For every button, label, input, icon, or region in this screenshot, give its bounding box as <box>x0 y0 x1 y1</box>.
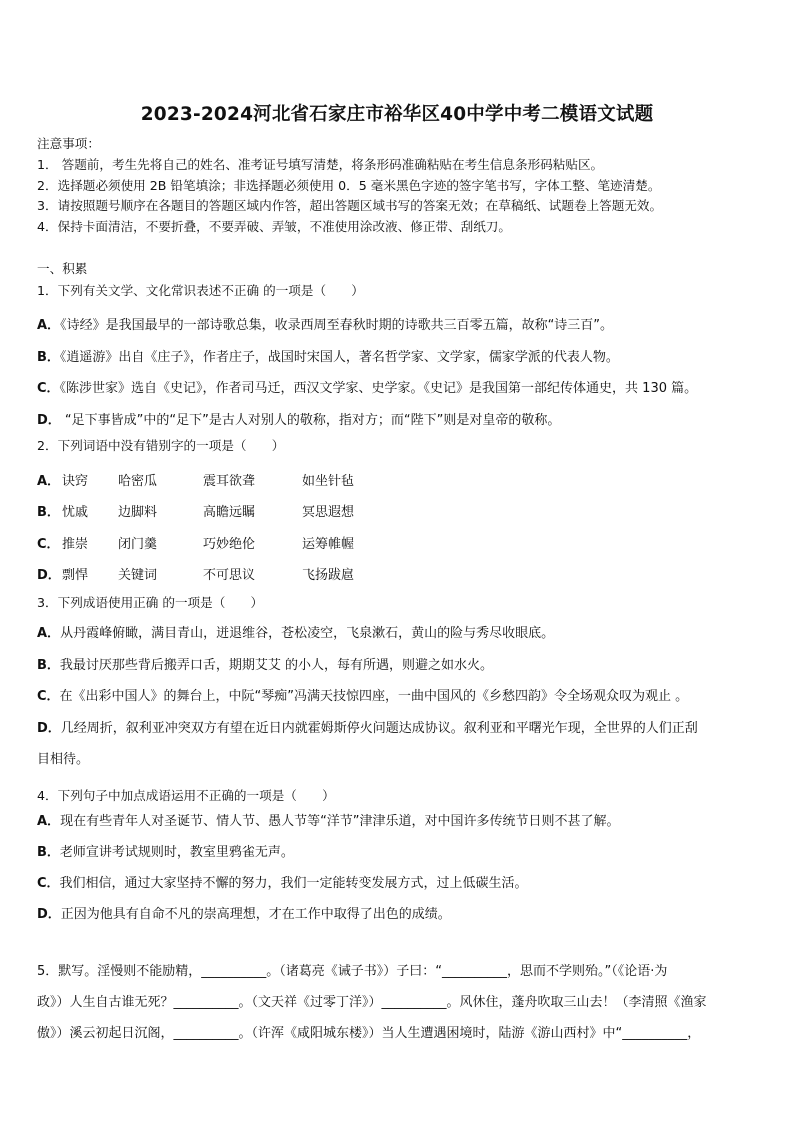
option-text: 正因为他具有自命不凡的崇高理想，才在工作中取得了出色的成绩。 <box>60 907 451 922</box>
question-4-option-d <box>37 907 451 923</box>
option-letter: B． <box>37 350 60 365</box>
word: 运筹帷幄 <box>302 537 355 552</box>
option-letter: D． <box>37 568 61 583</box>
option-letter: A． <box>37 626 61 641</box>
notice-heading: 注意事项： <box>37 136 100 151</box>
question-1-option-b <box>37 350 619 366</box>
question-3-option-c <box>37 689 688 705</box>
word: 高瞻远瞩 <box>203 505 256 520</box>
option-letter: A． <box>37 814 61 829</box>
question-1-option-a <box>37 318 613 334</box>
option-text: 《逍遥游》出自《庄子》，作者庄子，战国时宋国人，著名哲学家、文学家，儒家学派的代表人物。 <box>59 350 619 365</box>
option-letter: B． <box>37 658 60 673</box>
option-letter: C． <box>37 689 60 704</box>
option-letter: C． <box>37 537 60 552</box>
word: 忧戚 <box>62 505 89 520</box>
option-letter: A． <box>37 474 61 489</box>
option-letter: C． <box>37 381 60 396</box>
option-text: 《陈涉世家》选自《史记》，作者司马迁，西汉文学家、史学家。《史记》是我国第一部纪传体通史，共 130 篇。 <box>59 381 698 396</box>
option-text: 老师宣讲考试规则时，教室里鸦雀无声。 <box>59 845 294 860</box>
notice-item-3: 3．请按照题号顺序在各题目的答题区域内作答，超出答题区域书写的答案无效；在草稿纸、试题卷上答题无效。 <box>37 198 663 213</box>
section-heading: 一、积累 <box>37 261 88 276</box>
word: 剽悍 <box>62 568 89 583</box>
option-text: 现在有些青年人对圣诞节、情人节、愚人节等“洋节”津津乐道，对中国许多传统节日则不甚了解。 <box>60 814 620 829</box>
option-text: 我最讨厌那些背后搬弄口舌，期期艾艾 的小人，每有所遇，则避之如水火。 <box>59 658 494 673</box>
word: 不可思议 <box>203 568 256 583</box>
notice-item-2: 2．选择题必须使用 2B 铅笔填涂；非选择题必须使用 0．5 毫米黑色字迹的签字笔书写，字体工整、笔迹清楚。 <box>37 178 661 193</box>
question-5-line-1: 5．默写。淫慢则不能励精，__________。（诸葛亮《诫子书》）子曰：“__________，思而不学则殆。”（《论语·为 <box>37 964 668 979</box>
question-3-option-a <box>37 626 554 642</box>
question-3-stem: 3．下列成语使用正确 的一项是（ ） <box>37 595 264 610</box>
option-text: 从丹霞峰俯瞰，满目青山，迸退维谷，苍松凌空，飞泉漱石，黄山的险与秀尽收眼底。 <box>60 626 555 641</box>
word: 边脚料 <box>118 505 158 520</box>
option-letter: B． <box>37 845 60 860</box>
question-2-row-d <box>37 568 61 584</box>
option-letter: D． <box>37 907 61 922</box>
question-5-line-2: 政》）人生自古谁无死？__________。（文天祥《过零丁洋》）__________。风休住，蓬舟吹取三山去！（李清照《渔家 <box>37 995 707 1010</box>
question-3-option-d-continued: 目相待。 <box>37 752 90 767</box>
page-title: 2023-2024河北省石家庄市裕华区40中学中考二模语文试题 <box>140 104 654 125</box>
question-2-row-c <box>37 537 60 553</box>
question-4-option-a <box>37 814 620 830</box>
question-4-stem: 4．下列句子中加点成语运用不正确的一项是（ ） <box>37 788 335 803</box>
question-4-option-c <box>37 876 528 892</box>
word: 关键词 <box>118 568 158 583</box>
word: 飞扬跋扈 <box>302 568 355 583</box>
option-letter: C． <box>37 876 60 891</box>
option-letter: D． <box>37 721 61 736</box>
option-text: 几经周折，叙利亚冲突双方有望在近日内就霍姆斯停火问题达成协议。叙利亚和平曙光乍现，全世界的人们正刮 <box>60 721 698 736</box>
question-2-row-b <box>37 505 60 521</box>
question-3-option-d <box>37 721 698 737</box>
option-text: 我们相信，通过大家坚持不懈的努力，我们一定能转变发展方式，过上低碳生活。 <box>59 876 528 891</box>
question-2-row-a <box>37 474 60 490</box>
word: 闭门羹 <box>118 537 158 552</box>
question-1-option-d <box>37 413 560 429</box>
word: 巧妙绝伦 <box>203 537 256 552</box>
word: 冥思遐想 <box>302 505 355 520</box>
question-3-option-b <box>37 658 493 674</box>
question-1-stem: 1．下列有关文学、文化常识表述不正确 的一项是（ ） <box>37 283 364 298</box>
option-text: 在《出彩中国人》的舞台上，中阮“琴痴”冯满天技惊四座，一曲中国风的《乡愁四韵》令全场观众叹为观止 。 <box>59 689 689 704</box>
question-4-option-b <box>37 845 294 861</box>
option-text: 《诗经》是我国最早的一部诗歌总集，收录西周至春秋时期的诗歌共三百零五篇，故称“诗三百”。 <box>60 318 614 333</box>
question-2-stem: 2．下列词语中没有错别字的一项是（ ） <box>37 438 285 453</box>
question-5-line-3: 傲》）溪云初起日沉阁，__________。（许浑《咸阳城东楼》）当人生遭遇困境时，陆游《游山西村》中“__________， <box>37 1026 701 1041</box>
option-letter: A． <box>37 318 61 333</box>
word: 震耳欲聋 <box>203 474 256 489</box>
word: 哈密瓜 <box>118 474 158 489</box>
word: 诀窍 <box>62 474 89 489</box>
word: 如坐针毡 <box>302 474 355 489</box>
option-letter: D． <box>37 413 61 428</box>
option-letter: B． <box>37 505 60 520</box>
question-1-option-c <box>37 381 697 397</box>
option-text: “足下事皆成”中的“足下”是古人对别人的敬称，指对方；而“陛下”则是对皇帝的敬称。 <box>60 413 561 428</box>
notice-item-4: 4．保持卡面清洁，不要折叠，不要弄破、弄皱，不准使用涂改液、修正带、刮纸刀。 <box>37 219 511 234</box>
notice-item-1: 1． 答题前，考生先将自己的姓名、准考证号填写清楚，将条形码准确粘贴在考生信息条形码粘贴区。 <box>37 157 604 172</box>
word: 推崇 <box>62 537 89 552</box>
